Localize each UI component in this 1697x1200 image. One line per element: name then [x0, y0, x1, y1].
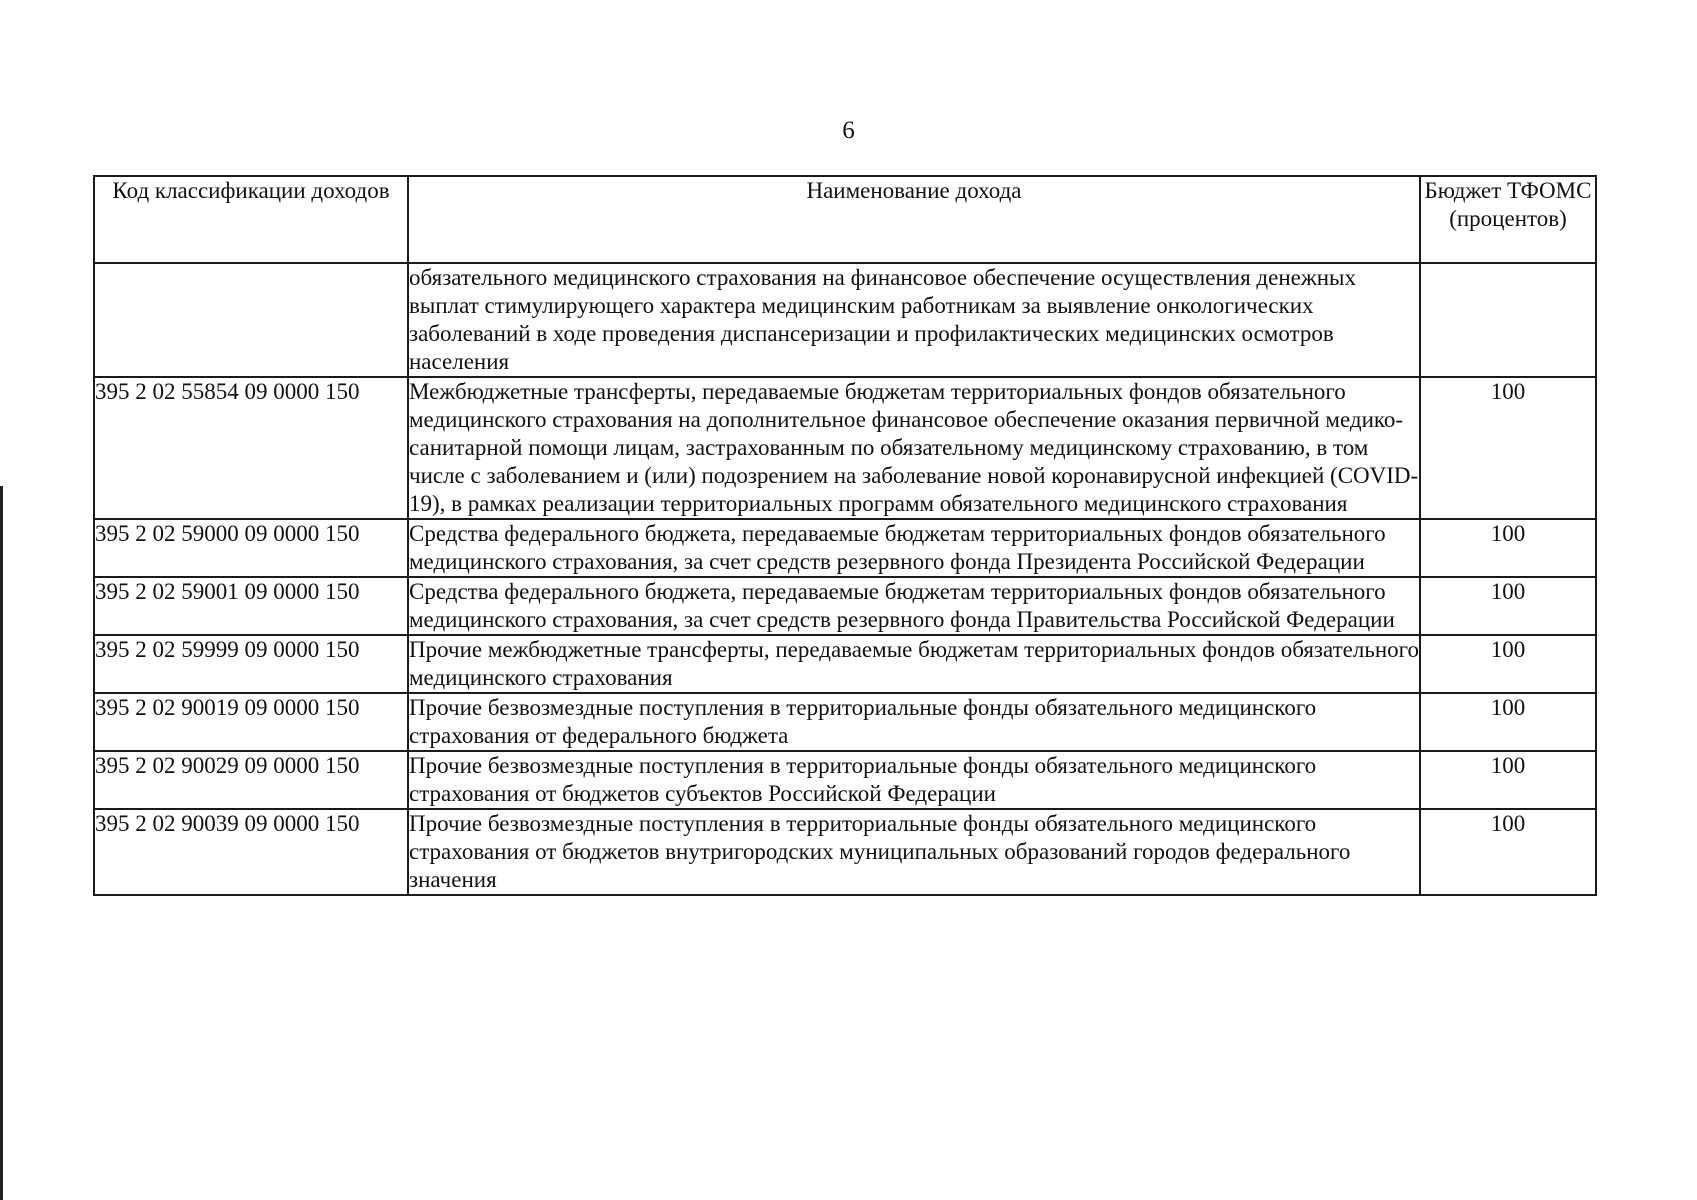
income-name — [408, 635, 1420, 693]
header-income-name-label: Наименование дохода — [806, 178, 1022, 203]
continuation-code-cell — [94, 263, 408, 377]
table-row — [94, 635, 1596, 693]
continuation-text: обязательного медицинского страхования на финансовое обеспечение осуществления денежных выплат стимулирующего характера медицинским работникам за выявление онкологических заболеваний в ходе проведения диспансеризации и профилактических медицинских осмотров населения — [409, 265, 1356, 374]
income-name — [408, 809, 1420, 895]
income-name — [408, 519, 1420, 577]
budget-percent: 100 — [1420, 751, 1596, 809]
income-name-text: Средства федерального бюджета, передаваемые бюджетам территориальных фондов обязательного медицинского страхования, за счет средств резервного фонда Президента Российской Федерации — [409, 521, 1386, 574]
income-name — [408, 577, 1420, 635]
table-header-row — [94, 176, 1596, 263]
income-code: 395 2 02 59999 09 0000 150 — [94, 635, 408, 693]
income-name-text: Прочие безвозмездные поступления в территориальные фонды обязательного медицинского страхования от бюджетов внутригородских муниципальных образований городов федерального значения — [409, 811, 1351, 892]
table-row — [94, 809, 1596, 895]
continuation-name-cell — [408, 263, 1420, 377]
income-name-text: Средства федерального бюджета, передаваемые бюджетам территориальных фондов обязательного медицинского страхования, за счет средств резервного фонда Правительства Российской Федерации — [409, 579, 1395, 632]
continuation-percent-cell — [1420, 263, 1596, 377]
header-income-name — [408, 176, 1420, 263]
income-name — [408, 751, 1420, 809]
scan-edge-line — [0, 486, 3, 1200]
table-row — [94, 519, 1596, 577]
income-code: 395 2 02 90039 09 0000 150 — [94, 809, 408, 895]
header-income-code — [94, 176, 408, 263]
header-budget-percent-label: Бюджет ТФОМС (процентов) — [1424, 178, 1592, 231]
income-name — [408, 693, 1420, 751]
income-name — [408, 377, 1420, 519]
table-row — [94, 377, 1596, 519]
income-code: 395 2 02 90019 09 0000 150 — [94, 693, 408, 751]
income-name-text: Прочие безвозмездные поступления в территориальные фонды обязательного медицинского страхования от федерального бюджета — [409, 695, 1317, 748]
page-number: 6 — [842, 117, 855, 144]
income-code: 395 2 02 90029 09 0000 150 — [94, 751, 408, 809]
income-code: 395 2 02 59000 09 0000 150 — [94, 519, 408, 577]
income-name-text: Прочие безвозмездные поступления в территориальные фонды обязательного медицинского страхования от бюджетов субъектов Российской Федерации — [409, 753, 1317, 806]
budget-percent: 100 — [1420, 693, 1596, 751]
table-row — [94, 577, 1596, 635]
income-name-text: Прочие межбюджетные трансферты, передаваемые бюджетам территориальных фондов обязательного медицинского страхования — [409, 637, 1420, 690]
header-budget-percent — [1420, 176, 1596, 263]
table-body — [94, 263, 1596, 895]
income-code: 395 2 02 59001 09 0000 150 — [94, 577, 408, 635]
budget-percent: 100 — [1420, 635, 1596, 693]
budget-percent: 100 — [1420, 577, 1596, 635]
budget-percent: 100 — [1420, 809, 1596, 895]
table-row — [94, 751, 1596, 809]
income-classification-table — [93, 175, 1597, 896]
table-row — [94, 693, 1596, 751]
income-name-text: Межбюджетные трансферты, передаваемые бюджетам территориальных фондов обязательного медицинского страхования на дополнительное финансовое обеспечение оказания первичной медико-санитарной помощи лицам, застрахованным по обязательному медицинскому страхованию, в том числе с заболеванием и (или) подозрением на заболевание новой коронавирусной инфекцией (COVID-19), в рамках реализации территориальных программ обязательного медицинского страхования — [409, 379, 1419, 516]
header-income-code-label: Код классификации доходов — [112, 178, 390, 203]
table-row-continuation — [94, 263, 1596, 377]
income-code: 395 2 02 55854 09 0000 150 — [94, 377, 408, 519]
budget-percent: 100 — [1420, 519, 1596, 577]
budget-percent: 100 — [1420, 377, 1596, 519]
